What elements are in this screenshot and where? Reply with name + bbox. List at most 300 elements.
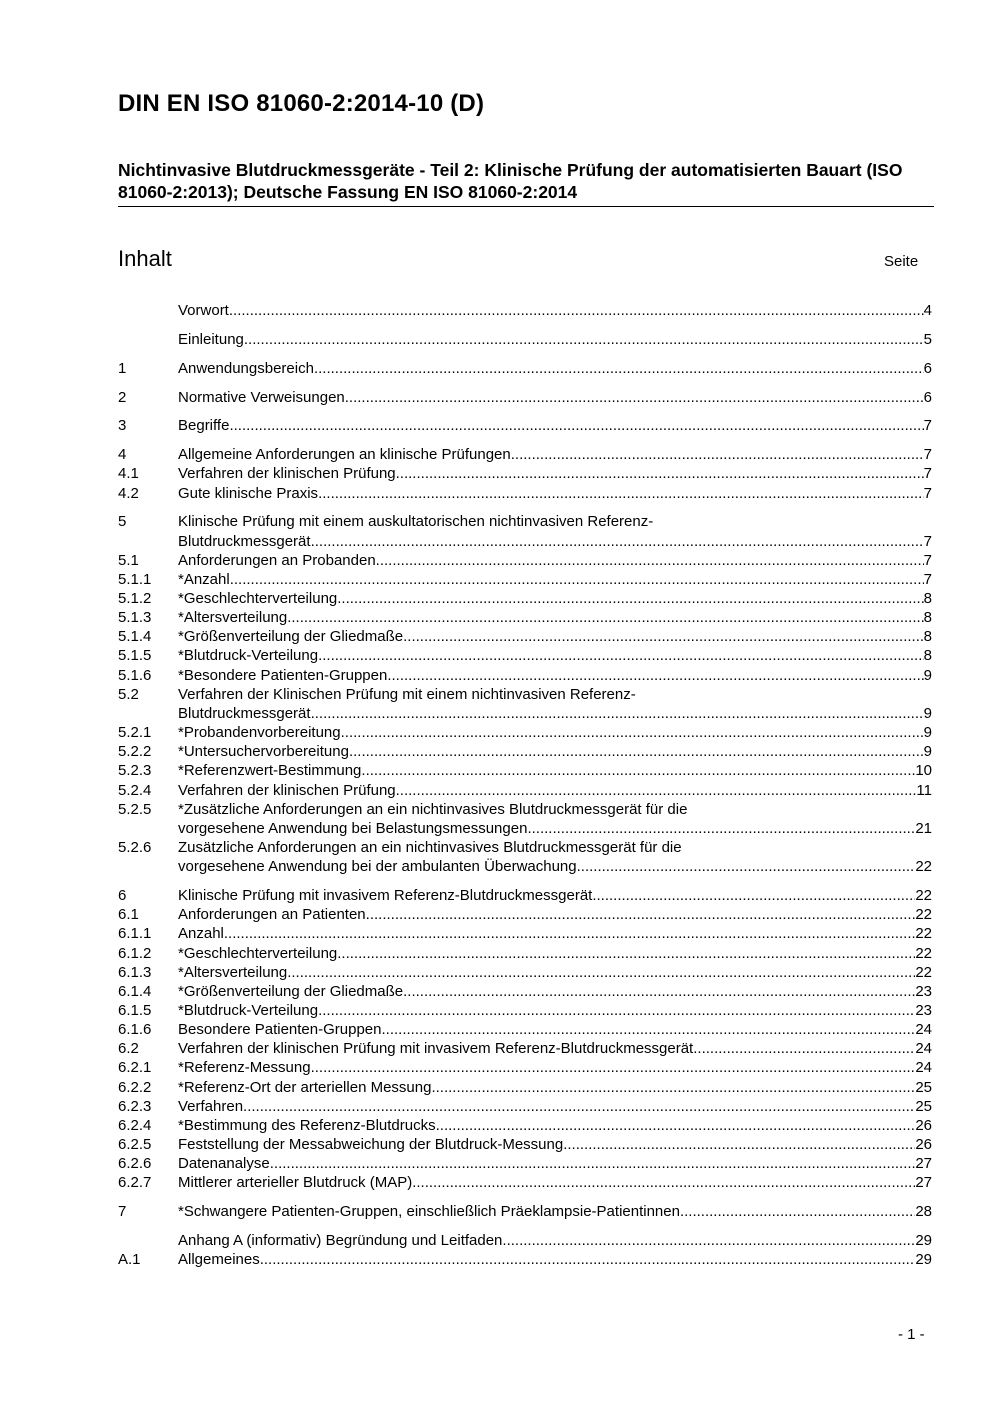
toc-entry-body	[178, 944, 932, 963]
toc-entry-body	[178, 924, 932, 943]
toc-entry-leader-line	[178, 445, 932, 464]
toc-entry-body	[178, 445, 932, 464]
toc-entry[interactable]	[118, 1001, 932, 1020]
toc-entry-number: 5.2.1	[118, 724, 152, 742]
toc-entry-title: *Geschlechterverteilung	[178, 590, 338, 607]
toc-entry[interactable]	[118, 1135, 932, 1154]
toc-entry-title: *Geschlechterverteilung	[178, 944, 338, 962]
toc-entry-number: 6.2.3	[118, 1097, 152, 1115]
toc-dot-leader	[311, 704, 924, 723]
toc-entry[interactable]	[118, 944, 932, 963]
toc-entry[interactable]	[118, 1078, 932, 1097]
toc-entry-body	[178, 963, 932, 982]
toc-dot-leader	[243, 1097, 915, 1116]
toc-entry-page: 29	[915, 1251, 932, 1269]
toc-entry-title: *Referenz-Messung	[178, 1059, 311, 1077]
toc-entry-leader-line	[178, 627, 932, 646]
toc-entry-leader-line	[178, 1001, 932, 1020]
toc-entry-number: 5.2.2	[118, 743, 152, 761]
toc-entry-page: 22	[915, 887, 932, 905]
toc-dot-leader	[436, 1116, 916, 1135]
toc-entry-number: 5.1	[118, 551, 139, 569]
toc-entry-number	[118, 301, 178, 320]
toc-entry-body	[178, 627, 932, 646]
toc-entry-body	[178, 330, 932, 349]
toc-dot-leader	[311, 1058, 916, 1077]
toc-entry[interactable]	[118, 1097, 932, 1116]
toc-entry-title: *Blutdruck-Verteilung	[178, 1001, 319, 1019]
toc-entry-number: 6.1.4	[118, 982, 152, 1000]
toc-entry-number: 3	[118, 417, 127, 435]
toc-dot-leader	[577, 857, 916, 876]
toc-entry-title: Blutdruckmessgerät	[178, 532, 311, 550]
toc-dot-leader	[412, 1173, 915, 1192]
toc-entry-page: 29	[915, 1232, 932, 1250]
toc-dot-leader	[318, 646, 924, 665]
toc-dot-leader	[287, 608, 923, 627]
toc-entry[interactable]	[118, 1116, 932, 1135]
toc-entry-number: 6.1.3	[118, 963, 152, 981]
toc-entry-body	[178, 742, 932, 761]
toc-entry-page: 28	[915, 1203, 932, 1221]
toc-entry-page: 22	[915, 925, 932, 943]
toc-entry-number	[118, 330, 178, 349]
toc-entry-body	[178, 589, 932, 608]
toc-entry-page: 7	[923, 551, 932, 569]
toc-entry[interactable]	[118, 589, 932, 608]
toc-heading: Inhalt	[118, 246, 172, 271]
toc-entry-title: *Referenzwert-Bestimmung	[178, 762, 362, 780]
toc-entry-leader-line	[178, 723, 932, 742]
toc-entry-body	[178, 388, 932, 407]
toc-entry[interactable]	[118, 1231, 932, 1250]
toc-entry-title-line: Verfahren der Klinischen Prüfung mit einem nichtinvasiven Referenz-	[178, 685, 636, 703]
toc-entry-page: 25	[915, 1078, 932, 1096]
toc-entry-title: *Blutdruck-Verteilung	[178, 647, 319, 665]
toc-entry-body	[178, 1231, 932, 1250]
toc-entry-number: 6.2.6	[118, 1155, 152, 1173]
toc-entry-number: 6.1	[118, 906, 139, 924]
toc-entry-page: 24	[915, 1040, 932, 1058]
toc-entry-number: 6.2.2	[118, 1078, 152, 1096]
toc-entry-title: *Altersverteilung	[178, 963, 288, 981]
toc-entry-leader-line	[178, 857, 932, 876]
toc-entry[interactable]	[118, 608, 932, 627]
toc-entry-title: Begriffe	[178, 417, 230, 435]
toc-entry-title: Klinische Prüfung mit invasivem Referenz-Blutdruckmessgerät	[178, 887, 593, 905]
toc-entry-leader-line	[178, 551, 932, 570]
toc-entry-title: Blutdruckmessgerät	[178, 704, 311, 722]
toc-entry-page: 7	[923, 484, 932, 502]
toc-entry[interactable]	[118, 905, 932, 924]
toc-entry-page: 6	[923, 388, 932, 406]
toc-entry[interactable]	[118, 685, 932, 723]
toc-entry-leader-line	[178, 886, 932, 905]
toc-dot-leader	[341, 723, 924, 742]
toc-dot-leader	[563, 1135, 915, 1154]
toc-entry-number: 4	[118, 446, 127, 464]
toc-dot-leader	[337, 589, 923, 608]
page-number: - 1 -	[898, 1326, 925, 1343]
toc-entry-title: Besondere Patienten-Gruppen	[178, 1021, 382, 1039]
toc-entry-leader-line	[178, 1058, 932, 1077]
toc-entry-number: 6.1.6	[118, 1021, 152, 1039]
toc-entry-body	[178, 512, 932, 550]
toc-entry-number: A.1	[118, 1251, 141, 1269]
toc-entry-title: *Untersuchervorbereitung	[178, 743, 349, 761]
toc-entry-number: 6.1.5	[118, 1001, 152, 1019]
toc-entry-number: 6	[118, 887, 127, 905]
toc-entry-title: Anforderungen an Probanden	[178, 551, 376, 569]
toc-entry-leader-line	[178, 742, 932, 761]
toc-entry-body	[178, 484, 932, 503]
toc-entry-leader-line	[178, 1135, 932, 1154]
toc-entry-body	[178, 1135, 932, 1154]
toc-entry-title: Verfahren	[178, 1097, 244, 1115]
toc-entry-page: 27	[915, 1174, 932, 1192]
toc-entry-title: *Bestimmung des Referenz-Blutdrucks	[178, 1116, 436, 1134]
toc-entry-page: 22	[915, 944, 932, 962]
toc-entry-body	[178, 551, 932, 570]
toc-entry-title: vorgesehene Anwendung bei der ambulanten Überwachung	[178, 858, 577, 876]
toc-dot-leader	[592, 886, 915, 905]
toc-dot-leader	[318, 484, 924, 503]
toc-entry-page: 26	[915, 1116, 932, 1134]
toc-entry-number: 5.1.5	[118, 647, 152, 665]
toc-entry-body	[178, 1001, 932, 1020]
toc-entry-leader-line	[178, 1039, 932, 1058]
toc-dot-leader	[318, 1001, 915, 1020]
toc-entry-page: 10	[915, 762, 932, 780]
toc-entry-number: 6.2.4	[118, 1116, 152, 1134]
toc-entry-body	[178, 905, 932, 924]
toc-entry-page: 11	[916, 781, 932, 799]
toc-dot-leader	[224, 924, 915, 943]
toc-entry-title: *Anzahl	[178, 570, 230, 588]
toc-dot-leader	[376, 551, 924, 570]
toc-entry-number: 4.2	[118, 484, 139, 502]
toc-entry-title: vorgesehene Anwendung bei Belastungsmessungen	[178, 819, 528, 837]
toc-entry[interactable]	[118, 388, 932, 407]
toc-dot-leader	[311, 532, 924, 551]
toc-entry-leader-line	[178, 484, 932, 503]
toc-entry-title: Verfahren der klinischen Prüfung	[178, 465, 396, 483]
toc-entry-page: 7	[923, 465, 932, 483]
toc-entry-number: 5.2.5	[118, 800, 152, 818]
toc-dot-leader	[381, 1020, 915, 1039]
toc-entry[interactable]	[118, 464, 932, 483]
toc-entry[interactable]	[118, 1039, 932, 1058]
document-subtitle: Nichtinvasive Blutdruckmessgeräte - Teil 2: Klinische Prüfung der automatisierten Bauart (ISO 81060-2:2013); Deutsche Fassung EN ISO 81060-2:2014	[118, 160, 903, 202]
toc-entry-title-line: Zusätzliche Anforderungen an ein nichtinvasives Blutdruckmessgerät für die	[178, 839, 682, 857]
toc-entry-leader-line	[178, 416, 932, 435]
toc-entry-body	[178, 464, 932, 483]
toc-dot-leader	[337, 944, 915, 963]
toc-entry-title: Gute klinische Praxis	[178, 484, 319, 502]
toc-entry-page: 5	[923, 330, 932, 348]
toc-entry-body	[178, 646, 932, 665]
toc-entry-leader-line	[178, 1078, 932, 1097]
toc-entry-number: 5.1.3	[118, 609, 152, 627]
toc-dot-leader	[361, 761, 915, 780]
toc-entry-body	[178, 359, 932, 378]
toc-entry-body	[178, 838, 932, 876]
toc-entry-body	[178, 1039, 932, 1058]
toc-entry[interactable]	[118, 646, 932, 665]
toc-entry-title: Allgemeine Anforderungen an klinische Prüfungen	[178, 446, 511, 464]
toc-entry[interactable]	[118, 627, 932, 646]
toc-entry[interactable]	[118, 963, 932, 982]
toc-dot-leader	[403, 627, 924, 646]
toc-entry-body	[178, 886, 932, 905]
toc-entry-number	[118, 1231, 178, 1250]
toc-entry-title: Anhang A (informativ) Begründung und Leitfaden	[178, 1232, 503, 1250]
toc-entry-page: 22	[915, 858, 932, 876]
toc-entry-leader-line	[178, 646, 932, 665]
toc-entry-body	[178, 301, 932, 320]
toc-entry-title: Feststellung der Messabweichung der Blutdruck-Messung	[178, 1136, 564, 1154]
toc-entry-leader-line	[178, 1154, 932, 1173]
toc-entry-page: 9	[923, 724, 932, 742]
toc-entry[interactable]	[118, 301, 932, 320]
toc-entry-page: 8	[923, 647, 932, 665]
toc-entry-page: 6	[923, 359, 932, 377]
toc-entry[interactable]	[118, 359, 932, 378]
toc-entry[interactable]	[118, 800, 932, 838]
toc-entry[interactable]	[118, 330, 932, 349]
toc-entry-page: 7	[923, 532, 932, 550]
toc-entry-leader-line	[178, 944, 932, 963]
toc-entry-page: 25	[915, 1097, 932, 1115]
toc-dot-leader	[502, 1231, 915, 1250]
toc-dot-leader	[680, 1202, 915, 1221]
toc-entry-leader-line	[178, 1097, 932, 1116]
toc-dot-leader	[527, 819, 915, 838]
toc-entry-body	[178, 1173, 932, 1192]
toc-entry-page: 24	[915, 1059, 932, 1077]
toc-entry-leader-line	[178, 1020, 932, 1039]
toc-entry-page: 26	[915, 1136, 932, 1154]
toc-entry-page: 9	[923, 704, 932, 722]
table-of-contents	[118, 301, 932, 1269]
toc-entry[interactable]	[118, 666, 932, 685]
toc-entry[interactable]	[118, 551, 932, 570]
toc-entry-page: 23	[915, 982, 932, 1000]
toc-entry-page: 7	[923, 570, 932, 588]
toc-entry[interactable]	[118, 742, 932, 761]
toc-entry-number: 6.2.1	[118, 1059, 152, 1077]
toc-entry-number: 6.1.1	[118, 925, 152, 943]
toc-entry-title: *Altersverteilung	[178, 609, 288, 627]
toc-entry-body	[178, 723, 932, 742]
toc-entry-number: 5.1.1	[118, 570, 152, 588]
toc-entry[interactable]	[118, 1154, 932, 1173]
toc-entry-body	[178, 416, 932, 435]
toc-entry-number: 5.1.6	[118, 666, 152, 684]
toc-entry[interactable]	[118, 1020, 932, 1039]
toc-entry-title: *Schwangere Patienten-Gruppen, einschließlich Präeklampsie-Patientinnen	[178, 1203, 680, 1221]
toc-dot-leader	[366, 905, 916, 924]
toc-entry[interactable]	[118, 512, 932, 550]
toc-entry[interactable]	[118, 484, 932, 503]
toc-entry-title: Verfahren der klinischen Prüfung mit invasivem Referenz-Blutdruckmessgerät	[178, 1040, 694, 1058]
toc-entry-page: 21	[915, 819, 932, 837]
toc-entry-leader-line	[178, 301, 932, 320]
toc-entry-body	[178, 1078, 932, 1097]
toc-entry-title: Verfahren der klinischen Prüfung	[178, 781, 396, 799]
toc-entry-leader-line	[178, 388, 932, 407]
toc-entry-body	[178, 685, 932, 723]
toc-entry-number: 2	[118, 388, 127, 406]
toc-entry-number: 7	[118, 1203, 127, 1221]
toc-entry[interactable]	[118, 1058, 932, 1077]
toc-entry-number: 5.2.3	[118, 762, 152, 780]
toc-entry[interactable]	[118, 982, 932, 1001]
toc-entry-leader-line	[178, 666, 932, 685]
toc-entry-leader-line	[178, 963, 932, 982]
toc-dot-leader	[229, 416, 923, 435]
toc-page-column-label: Seite	[884, 253, 919, 270]
toc-entry-leader-line	[178, 924, 932, 943]
toc-entry-leader-line	[178, 1231, 932, 1250]
toc-entry-leader-line	[178, 330, 932, 349]
toc-entry-title: Einleitung	[178, 330, 244, 348]
toc-dot-leader	[314, 359, 924, 378]
document-title: DIN EN ISO 81060-2:2014-10 (D)	[118, 90, 485, 117]
toc-entry-number: 6.1.2	[118, 944, 152, 962]
toc-entry-body	[178, 1058, 932, 1077]
toc-entry-leader-line	[178, 905, 932, 924]
toc-entry-number: 4.1	[118, 465, 139, 483]
toc-entry-leader-line	[178, 982, 932, 1001]
toc-entry-number: 6.2	[118, 1040, 139, 1058]
toc-entry-title: *Größenverteilung der Gliedmaße	[178, 628, 404, 646]
toc-entry[interactable]	[118, 1202, 932, 1221]
toc-entry-title: Mittlerer arterieller Blutdruck (MAP)	[178, 1174, 413, 1192]
toc-entry[interactable]	[118, 1250, 932, 1269]
toc-entry-leader-line	[178, 1250, 932, 1269]
toc-entry-title: *Besondere Patienten-Gruppen	[178, 666, 388, 684]
toc-entry-body	[178, 1250, 932, 1269]
toc-entry-leader-line	[178, 608, 932, 627]
toc-entry-number: 1	[118, 359, 127, 377]
toc-entry-number: 5	[118, 513, 127, 531]
toc-entry-title: Allgemeines	[178, 1251, 260, 1269]
toc-entry-leader-line	[178, 1116, 932, 1135]
toc-entry-leader-line	[178, 464, 932, 483]
toc-entry-title: *Referenz-Ort der arteriellen Messung	[178, 1078, 432, 1096]
toc-entry-body	[178, 1097, 932, 1116]
toc-entry-leader-line	[178, 781, 932, 800]
toc-entry-leader-line	[178, 761, 932, 780]
toc-entry-title: Anwendungsbereich	[178, 359, 314, 377]
toc-dot-leader	[229, 301, 924, 320]
toc-entry-number: 6.2.7	[118, 1174, 152, 1192]
toc-entry-body	[178, 570, 932, 589]
toc-entry-page: 27	[915, 1155, 932, 1173]
toc-entry-page: 9	[923, 743, 932, 761]
toc-entry-title: *Größenverteilung der Gliedmaße	[178, 982, 404, 1000]
toc-entry-page: 23	[915, 1001, 932, 1019]
toc-entry-body	[178, 1202, 932, 1221]
toc-entry-body	[178, 800, 932, 838]
toc-entry-leader-line	[178, 819, 932, 838]
toc-entry-leader-line	[178, 589, 932, 608]
toc-entry-page: 9	[923, 666, 932, 684]
toc-entry-leader-line	[178, 570, 932, 589]
title-divider	[118, 206, 934, 207]
toc-entry[interactable]	[118, 416, 932, 435]
toc-entry-page: 22	[915, 963, 932, 981]
toc-dot-leader	[693, 1039, 915, 1058]
toc-entry-body	[178, 1020, 932, 1039]
toc-entry[interactable]	[118, 924, 932, 943]
toc-entry-title: Anforderungen an Patienten	[178, 906, 366, 924]
toc-entry-body	[178, 781, 932, 800]
toc-entry-page: 8	[923, 609, 932, 627]
toc-entry-number: 5.1.4	[118, 628, 152, 646]
toc-entry[interactable]	[118, 723, 932, 742]
toc-entry-page: 7	[923, 446, 932, 464]
toc-dot-leader	[244, 330, 924, 349]
toc-entry-body	[178, 608, 932, 627]
toc-entry-leader-line	[178, 1173, 932, 1192]
toc-entry-body	[178, 761, 932, 780]
toc-entry[interactable]	[118, 570, 932, 589]
toc-entry-title: Vorwort	[178, 302, 229, 319]
toc-dot-leader	[396, 781, 917, 800]
toc-entry-page: 22	[915, 906, 932, 924]
toc-entry[interactable]	[118, 781, 932, 800]
toc-entry[interactable]	[118, 838, 932, 876]
toc-entry-title: Normative Verweisungen	[178, 388, 345, 406]
toc-entry-leader-line	[178, 704, 932, 723]
toc-entry-title: Datenanalyse	[178, 1155, 270, 1173]
toc-dot-leader	[396, 464, 924, 483]
toc-entry[interactable]	[118, 761, 932, 780]
toc-entry-number: 6.2.5	[118, 1136, 152, 1154]
toc-dot-leader	[230, 570, 924, 589]
toc-entry-number: 5.1.2	[118, 590, 152, 607]
toc-entry-title-line: Klinische Prüfung mit einem auskultatorischen nichtinvasiven Referenz-	[178, 513, 654, 531]
toc-entry-title: Anzahl	[178, 925, 224, 943]
toc-dot-leader	[403, 982, 915, 1001]
toc-entry-page: 8	[923, 628, 932, 646]
toc-entry-leader-line	[178, 1202, 932, 1221]
toc-entry-leader-line	[178, 532, 932, 551]
toc-entry-body	[178, 1116, 932, 1135]
toc-entry[interactable]	[118, 445, 932, 464]
toc-entry-title-line: *Zusätzliche Anforderungen an ein nichtinvasives Blutdruckmessgerät für die	[178, 800, 688, 818]
toc-dot-leader	[511, 445, 924, 464]
toc-entry-page: 8	[923, 590, 932, 607]
toc-entry-number: 5.2.6	[118, 839, 152, 857]
toc-dot-leader	[260, 1250, 916, 1269]
toc-dot-leader	[270, 1154, 916, 1173]
toc-entry-number: 5.2.4	[118, 781, 152, 799]
toc-dot-leader	[431, 1078, 915, 1097]
toc-entry-leader-line	[178, 359, 932, 378]
toc-dot-leader	[387, 666, 923, 685]
toc-dot-leader	[287, 963, 915, 982]
toc-entry-body	[178, 982, 932, 1001]
toc-entry-title: *Probandenvorbereitung	[178, 724, 341, 742]
toc-entry-page: 7	[923, 417, 932, 435]
toc-entry[interactable]	[118, 886, 932, 905]
toc-entry-page: 4	[923, 302, 932, 319]
toc-entry[interactable]	[118, 1173, 932, 1192]
toc-entry-body	[178, 1154, 932, 1173]
